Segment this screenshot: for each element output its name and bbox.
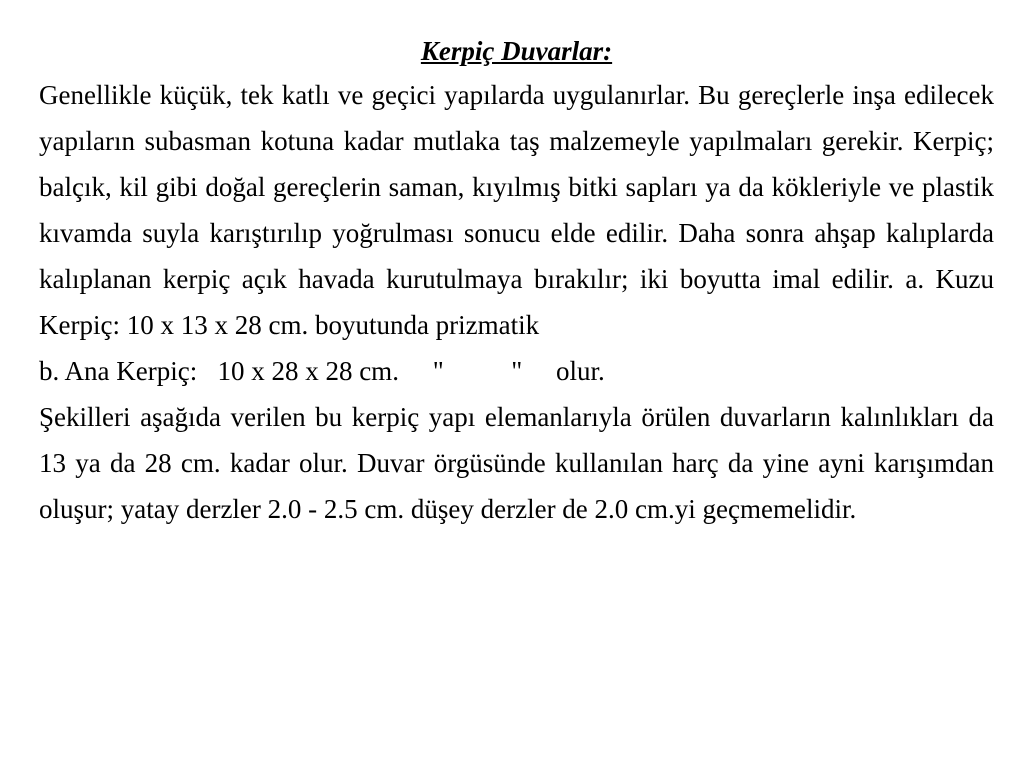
slide-content	[39, 30, 994, 532]
slide-title: Kerpiç Duvarlar:	[420, 36, 613, 66]
paragraph-kerpic-description: Genellikle küçük, tek katlı ve geçici yapılarda uygulanırlar. Bu gereçlerle inşa edilecek yapıların subasman kotuna kadar mutlaka taş malzemeyle yapılmaları gerekir. Kerpiç; balçık, kil gibi doğal gereçlerin saman, kıyılmış bitki sapları ya da kökleriyle ve plastik kıvamda suyla karıştırılıp yoğrulması sonucu elde edilir. Daha sonra ahşap kalıplarda kalıplanan kerpiç açık havada kurutulmaya bırakılır; iki boyutta imal edilir. a. Kuzu Kerpiç: 10 x 13 x 28 cm. boyutunda prizmatik	[39, 80, 994, 340]
paragraph-wall-thickness: Şekilleri aşağıda verilen bu kerpiç yapı elemanlarıyla örülen duvarların kalınlıkları da 13 ya da 28 cm. kadar olur. Duvar örgüsünde kullanılan harç da yine ayni karışımdan oluşur; yatay derzler 2.0 - 2.5 cm. düşey derzler de 2.0 cm.yi geçmemelidir.	[39, 402, 994, 524]
paragraph-ana-kerpic: b. Ana Kerpiç: 10 x 28 x 28 cm. " " olur.	[39, 356, 605, 386]
